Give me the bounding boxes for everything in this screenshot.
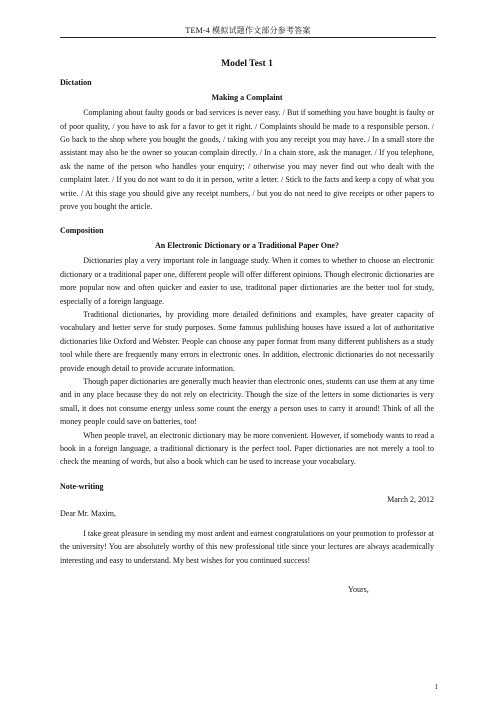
letter-date: March 2, 2012 <box>387 495 434 505</box>
composition-paragraph: Though paper dictionaries are generally much heavier than electronic ones, students can use them at any time and in any place because they do not rely on electricity. Though the size of the letters in some dictionaries is very small, it does not consume energy unless some count the energy a person uses to carry it around! Think of all the money people could save on batteries, too! <box>60 376 434 427</box>
composition-paragraph: When people travel, an electronic dictionary may be more convenient. However, if somebody wants to read a book in a foreign language, a traditional dictionary is the perfect tool. Paper dictionaries are not merely a tool to check the meaning of words, but also a book which can be used to increase your vocabulary. <box>60 430 434 467</box>
dictation-label: Dictation <box>60 78 92 88</box>
page-number: 1 <box>434 683 438 691</box>
dictation-text: Complaning about faulty goods or bad services is never easy. / But if something you have bought is faulty or of poor quality, / you have to ask for a favor to get it right. / Complaints should be made to a responsible person. / Go back to the shop where you bought the goods, / taking with you any receipt you may have. / In a small store the assistant may also be the owner so youcan complain directly. / In a chain store, ask the manager. / If you telephone, ask the name of the person who handles your enquiry; / otherwise you may never find out who dealt with the complaint later. / If you do not want to do it in person, write a letter. / Stick to the facts and keep a copy of what you write. / At this stage you should give any receipt numbers, / but you do not need to give receipts or other papers to prove you bought the article. <box>60 108 434 212</box>
composition-paragraph: Dictionaries play a very important role in language study. When it comes to whether to choose an electronic dictionary or a traditional paper one, different people will offer different opinions. Though electronic dictionaries are more popular now and often quicker and easier to use, traditonal paper dictionaries are the better tool for study, especially of a foreign language. <box>60 256 434 306</box>
composition-title: An Electronic Dictionary or a Traditional Paper One? <box>155 240 339 250</box>
letter-salutation: Dear Mr. Maxim, <box>60 508 116 518</box>
document-body <box>60 58 434 597</box>
note-writing-label: Note-writing <box>60 481 104 491</box>
running-header: TEM-4 模拟试题作文部分参考答案 <box>185 26 311 35</box>
header-divider <box>60 37 436 38</box>
composition-paragraph: Traditional dictionaries, by providing more detailed definitions and examples, have greater capacity of vocabulary and better serve for study purposes. Some famous publishing houses have issued a lot of authoritative dictionaries like Oxford and Webster. People can choose any paper format from many different publishers as a study tool while there are frequently many errors in electronic ones. In addition, electronic dictionaries do not necessarily provide enough detail to provide accurate information. <box>60 309 434 373</box>
letter-body: I take great pleasure in sending my most ardent and earnest congratulations on your promotion to professor at the university! You are absolutely worthy of this new professional title since your lectures are always academically interesting and easy to understand. My best wishes for you continued success! <box>60 529 434 565</box>
section-spacer <box>60 469 434 480</box>
document-title: Model Test 1 <box>221 59 273 69</box>
section-spacer <box>60 213 434 224</box>
dictation-title: Making a Complaint <box>211 92 283 102</box>
letter-closing: Yours, <box>348 585 369 595</box>
composition-label: Composition <box>60 226 104 236</box>
